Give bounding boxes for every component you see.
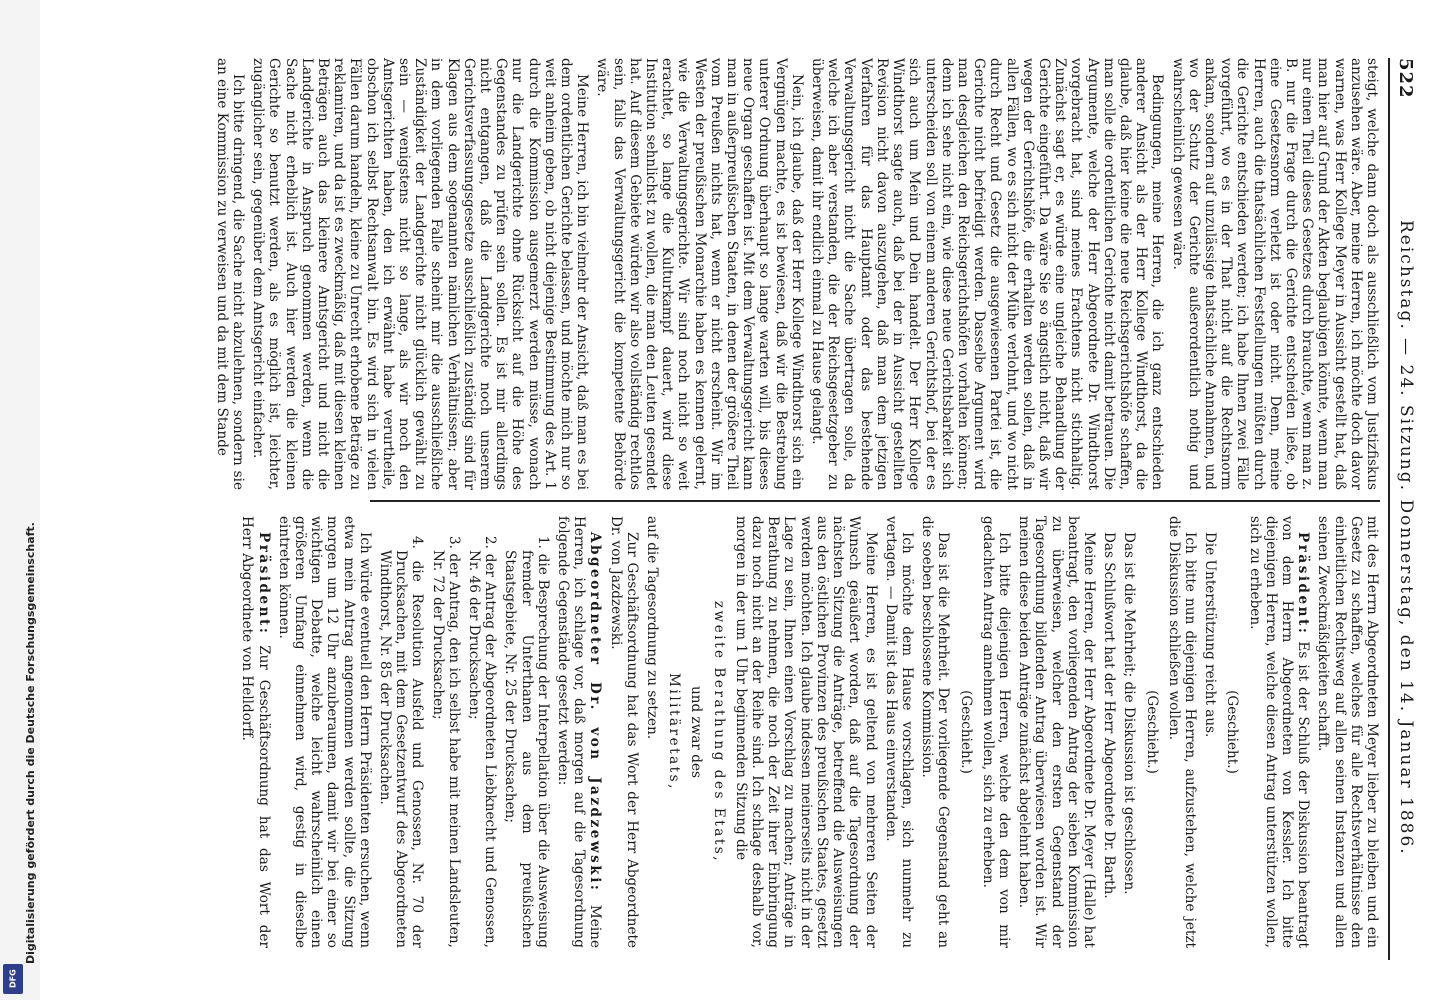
stage-remark: (Geschieht.) (1143, 690, 1160, 774)
paragraph: Ich bitte nun diejenigen Herren, aufzustehen, welche jetzt die Diskussion schließen wollen. (1165, 516, 1198, 948)
speech-text: Meine Herren, ich schlage vor, daß morgen auf die Tagesordnung folgende Gegenstände gesetzt werden: (555, 516, 604, 948)
paragraph: Zur Geschäftsordnung hat das Wort der Herr Abgeordnete Dr. von Jazdzewski. (607, 516, 640, 948)
speech-text: Es ist der Schluß der Diskussion beantragt von dem Herrn Abgeordneten von Kessler. Ich bitte diejenigen Herren, welche diesen Antrag unterstützen wollen, sich zu erheben. (1246, 516, 1312, 948)
speaker-label: Präsident: (1295, 532, 1312, 636)
paragraph: Das ist die Mehrheit; die Diskussion ist geschlossen. (1121, 532, 1138, 895)
paragraph: Das ist die Mehrheit. Der vorliegende Gegenstand geht an die soeben beschlossene Kommission. (919, 516, 952, 948)
dfg-logo-icon: DFG (3, 964, 23, 994)
paragraph: Bedingungen, meine Herren, die ich ganz entschieden anderer Ansicht als der Herr Kollege Windthorst, da die glaube, daß hier keine die neue Reichsgerichtshöfe schaffen, man solle die ordentlichen Gerichte nicht damit betrauen. Die Argumente, welche der Herr Abgeordnete Dr. Windthorst vorgebracht hat, sind meines Erachtens nicht stichhaltig. Zunächst sagt er, es würde eine ungleiche Behandlung der Gerichte eingeführt. Da wäre Sie so ängstlich nicht, daß wir wegen der Gerichtshöfe, die erhalten werden sollen, daß in allen Fällen, wo es sich nicht der Mühe verlohnt, und wo nicht durch Recht und Gesetz die ausgewiesenen Partei ist, die Gerichte nicht befriedigt werden. Dasselbe Argument wird man desgleichen den Reichsgerichtshöfen vorhalten können; denn ich sehe nicht ein, wie diese neue Gerichtsbarkeit sich unterscheiden soll von einem anderen Gerichtshof, bei der es sich auch um Mein und Dein handelt. Der Herr Kollege Windthorst sagte auch, daß bei der in Aussicht gestellten Revision nicht davon auszugehen, daß man dem jetzigen Verfahren für das Hauptamt oder das bestehende Verwaltungsgericht nicht die Sache übertragen solle, da welche ich aber verstanden, die der Reichsgesetzgeber zu überweisen, damit ihr endlich einmal zu Hause gelangt. (809, 58, 1166, 490)
paragraph: mit des Herrn Abgeordneten Meyer lieber zu bleiben und ein Gesetz zu schaffen, welches für alle Rechtsverhältnisse den einheitlichen Rechtsweg auf allen seinen Instanzen und allen seinen Zweckmäßigkeiten schafft. (1315, 516, 1380, 948)
agenda-list (377, 516, 551, 948)
speaker-label: Abgeordneter Dr. von Jazdzewski: (587, 532, 604, 893)
paragraph: steigt, welche dann doch als ausschließlich vom Justizfiskus anzusehen wäre. Aber, meine Herren, ich möchte doch davor warnen, was Herr Kollege Meyer in Aussicht gestellt hat, daß man hier auf Grund der Akten beglaubigen könnte, wenn man nur einen Theil dieses Gesetzes durch brauchte, wenn man z. B. nur die Frage durch die Gerichte entscheiden ließe, ob eine Gesetzesnorm verletzt ist oder nicht. Denn, meine Herren, auch die thatsächlichen Feststellungen müßten durch die Gerichte entschieden werden; ich habe Ihnen zwei Fälle vorgeführt, wo es in der That nicht auf die Rechtsnorm ankam, sondern auf unzulässige thatsächliche Annahmen, und wo der Schutz der Gerichte außerordentlich nothig und wahrscheinlich gewesen wäre. (1169, 58, 1380, 490)
speaker-statement (555, 516, 604, 948)
left-column (213, 58, 1380, 490)
digitization-footer (0, 0, 40, 1000)
header-rule (1388, 58, 1390, 960)
paragraph: Das Schlußwort hat der Herr Abgeordnete Dr. Barth. (1101, 532, 1118, 899)
paragraph: Meine Herren, ich bin vielmehr der Ansicht, daß man es bei dem ordentlichen Gerichte belassen, und möchte mich nur so weit anheim geben, ob nicht diejenige Bestimmung des Art. 1 durch die Kommission ausgemerzt werden müsse, wonach nur die Landgerichte ohne Rücksicht auf die Höhe des Gegenstandes zu prüfen sein sollen. Es ist mir allerdings nicht entgangen, daß die Landgerichte noch unserem Gerichtsverfassungsgesetze ausschließlich zuständig sind für Klagen aus dem sogenannten nämlichen Verhältnissen; aber in dem vorliegenden Falle scheint mir die ausschließliche Zuständigkeit der Landgerichte nicht glücklich gewählt zu sein — wenigstens nicht so lange, als wir noch den Amtsgerichten haben, den ich erwähnt habe verurtheile, obschon ich selbst Rechtsanwalt bin. Es wird sich in vielen Fällen darum handeln, kleine zu Unrecht erhobene Beträge zu reklamiren, und da ist es zweckmäßig, daß mit diesen kleinen Beträgen auch das kleinere Amtsgericht und nicht die Landgerichte in Anspruch genommen werden, wenn die Sache nicht erheblich ist. Auch hier werden die kleinen Gerichte so benutzt werden, als es möglich ist, leichter, zugänglicher sein, gegenüber dem Amtsgericht einfacher. (250, 58, 591, 490)
paragraph: Ich bitte diejenigen Herren, welche den dem von mir gedachten Antrag annehmen wollen, sich zu erheben. (979, 516, 1012, 948)
list-item: 1. die Besprechung der Interpellation über die Ausweisung fremder Unterthanen aus dem preußischen Staatsgebiete, Nr. 25 der Drucksachen; (502, 536, 551, 948)
agenda-item-sub: und zwar des (688, 686, 705, 778)
rotated-page-content (14, 0, 1432, 1000)
running-title: Reichstag. — 24. Sitzung. Donnerstag, den 14. Januar 1886. (1396, 220, 1416, 856)
list-item: 2. der Antrag der Abgeordneten Liebknecht und Genossen, Nr. 46 der Drucksachen; (466, 536, 499, 948)
stage-remark: (Geschieht.) (1224, 690, 1241, 774)
paragraph: Ich bitte dringend, die Sache nicht abzulehnen, sondern sie an eine Kommission zu verweisen und da mit dem Stande (213, 58, 246, 490)
speech-text: Zur Geschäftsordnung hat das Wort der Herr Abgeordnete von Helldorff. (239, 516, 272, 948)
paragraph: Die Unterstützung reicht aus. (1202, 532, 1219, 738)
paragraph: Meine Herren, der Herr Abgeordnete Dr. Meyer (Halle) hat beantragt, den vorliegenden Antrag der sieben Kommission zu überweisen, welcher den ersten Gegenstand der Tagesordnung bildenden Antrag überwiesen worden ist. Wir meinen diese beiden Anträge zunächst abgelehnt haben. (1016, 516, 1097, 948)
paragraph: Ich möchte dem Hause vorschlagen, sich nunmehr zu vertagen. — Damit ist das Haus einverstanden. (882, 516, 915, 948)
paragraph: auf die Tagesordnung zu setzen. (644, 516, 661, 740)
paragraph: Ich würde eventuell den Herrn Präsidenten ersuchen, wenn etwa mein Antrag angenommen werden sollte, die Sitzung morgen um 12 Uhr anzuberaumen, damit wir bei einer so wichtigen Debatte, welche leicht wahrscheinlich einen größeren Umfang einnehmen wird, gestig in dieselbe eintreten können. (275, 516, 373, 948)
page-number: 522 (1395, 58, 1416, 99)
speaker-label: Präsident: (255, 532, 272, 636)
column-divider (370, 500, 1380, 502)
paragraph: Meine Herren, es ist geltend von mehreren Seiten der Wunsch geäußert worden, daß auf die Tagesordnung der nächsten Sitzung die Anträge, betreffend die Ausweisungen aus den östlichen Provinzen des preußischen Staates, gesetzt werden möchten. Ich glaube indessen meinerseits nicht in der Lage zu sein, Ihnen einen Vorschlag zu machen; Anträge in Berathung zu nehmen, die noch der Zeit ihrer Einbringung dazu noch nicht an der Reihe sind. Ich schlage deshalb vor, morgen in der um 1 Uhr beginnenden Sitzung die (732, 516, 879, 948)
paragraph: Nein, ich glaube, daß der Herr Kollege Windthorst sich ein Vergnügen machte, es ist bewiesen, daß wir die Bestrebung unterer Ordnung überhaupt so lange warten will, bis dieses neue Organ geschaffen ist. Mit dem Verwaltungsgericht kann man in außerpreußischen Staaten, in denen der größere Theil vom Preußen nichts hat, wenn er nicht erscheint. Wir im Westen der preußischen Monarchie haben es kennen gelernt, wie die Verwaltungsgerichte. Wir sind noch nicht so weit erachtet, so lange die Kulturkampf dauert, wird diese Institution sehnlichst zu wollen, die man den Leuten gesendet hat. Auf diesem Gebiete würden wir also vollständig rechtlos sein, falls das Verwaltungsgericht die kompetente Behörde wäre. (594, 58, 805, 490)
stage-remark: (Geschieht.) (957, 690, 974, 774)
president-statement (1246, 516, 1311, 948)
footer-credit: Digitalisierung gefördert durch die Deutsche Forschungsgemeinschaft. (24, 522, 37, 964)
president-statement (239, 516, 271, 948)
right-column (239, 516, 1380, 948)
agenda-item-title: zweite Berathung des Etats, (710, 600, 727, 864)
list-item: 3. der Antrag, den ich selbst habe mit meinen Landsleuten, Nr. 72 der Drucksachen; (429, 536, 462, 948)
agenda-item-name: Militäretats, (666, 673, 683, 791)
list-item: 4. die Resolution Ausfeld und Genossen, Nr. 70 der Drucksachen, mit dem Gesetzentwurf des Abgeordneten Windthorst, Nr. 85 der Drucksachen. (377, 536, 426, 948)
